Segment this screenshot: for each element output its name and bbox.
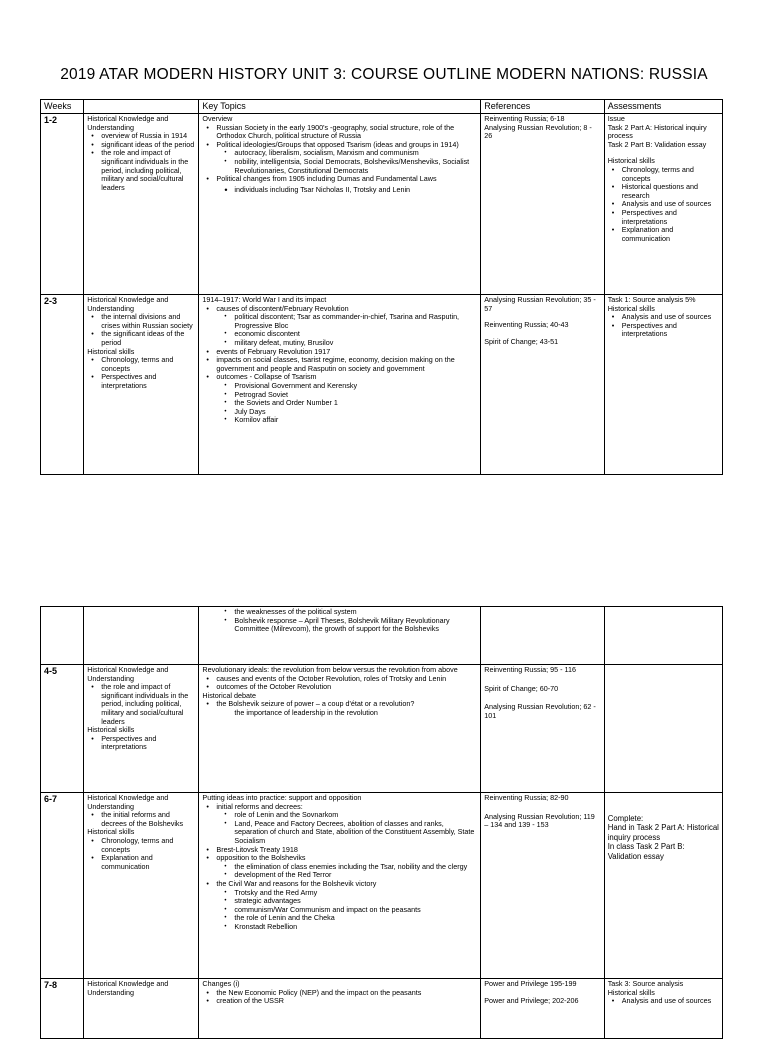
reference-item: Analysing Russian Revolution; 35 - 57 [484,295,596,313]
list-item: • development of the Red Terror [202,871,477,880]
key-topics-cell [199,295,481,475]
reference-item: Analysing Russian Revolution; 119 – 134 and 139 - 153 [484,811,595,830]
list-item: • Chronology, terms and concepts [87,837,195,854]
skills-heading: Historical skills [87,827,135,837]
list-item: • Analysis and use of sources [608,200,719,209]
list-item: • Petrograd Soviet [202,391,477,400]
reference-item: Spirit of Change; 60-70 [484,683,559,693]
list-item: • the Soviets and Order Number 1 [202,399,477,408]
list-item: • causes and events of the October Revolution, roles of Trotsky and Lenin [202,675,477,684]
debate-item: the importance of leadership in the revolution [234,707,378,717]
references-cell [481,665,604,793]
list-item: • Perspectives and interpretations [608,322,719,339]
assessments-cell [604,979,722,1039]
list-item: • outcomes of the October Revolution [202,683,477,692]
references-cell [481,979,604,1039]
key-topics-cell [199,979,481,1039]
references-cell [481,607,604,665]
list-item: • political discontent; Tsar as commander-in-chief, Tsarina and Rasputin, Progressive Bloc [202,313,477,330]
assessment-item: Task 2 Part B: Validation essay [607,139,707,149]
list-item: • Russian Society in the early 1900's -geography, social structure, role of the Orthodox Church, political structure of Russia [202,124,477,141]
skills-heading: Historical skills [607,987,655,997]
key-topics-cell [199,665,481,793]
list-item: • Brest-Litovsk Treaty 1918 [202,846,477,855]
list-item: • significant ideas of the period [87,141,195,150]
header-row [41,100,723,114]
list-item: • Historical questions and research [608,183,719,200]
list-item: • communism/War Communism and impact on the peasants [202,906,477,915]
list-item: • economic discontent [202,330,477,339]
list-item: • nobility, intelligentsia, Social Democrats, Bolsheviks/Mensheviks, Socialist Revolutionaries, Constitutional Democrats [202,158,477,175]
header-assessments: Assessments [604,100,722,114]
list-item: • the significant ideas of the period [87,330,195,347]
list-item: • the internal divisions and crises within Russian society [87,313,195,330]
key-topics-cell [199,793,481,979]
assessments-cell [604,793,722,979]
list-item: • causes of discontent/February Revolution [202,305,477,314]
list-item: • Kronstadt Rebellion [202,923,477,932]
knowledge-heading: Historical Knowledge and Understanding [87,979,169,997]
list-item: • Provisional Government and Kerensky [202,382,477,391]
knowledge-heading: Historical Knowledge and Understanding [87,793,169,811]
list-item: • Kornilov affair [202,416,477,425]
references-cell [481,295,604,475]
list-item: • initial reforms and decrees: [202,803,477,812]
reference-item: Analysing Russian Revolution; 62 - 101 [484,702,596,720]
knowledge-heading: Historical Knowledge and Understanding [87,665,169,683]
list-item: • Perspectives and interpretations [87,373,195,390]
list-item: • strategic advantages [202,897,477,906]
list-item: • Political changes from 1905 including Dumas and Fundamental Laws [202,175,477,184]
list-item: • the weaknesses of the political system [202,608,477,617]
knowledge-heading: Historical Knowledge and Understanding [87,114,169,132]
list-item: • the role of Lenin and the Cheka [202,914,477,923]
knowledge-heading: Historical Knowledge and Understanding [87,295,169,313]
skills-heading: Historical skills [87,725,135,735]
list-item: • Explanation and communication [87,854,195,871]
topic-heading: 1914–1917: World War I and its impact [202,295,327,304]
assessment-item: Task 3: Source analysis [607,979,684,988]
knowledge-cell [84,665,199,793]
list-item: • military defeat, mutiny, Brusilov [202,339,477,348]
topic-heading: Revolutionary ideals: the revolution from below versus the revolution from above [202,665,458,674]
list-item: • opposition to the Bolsheviks [202,854,477,863]
list-item: • the New Economic Policy (NEP) and the impact on the peasants [202,989,477,998]
knowledge-cell [84,793,199,979]
list-item: • the Civil War and reasons for the Bolshevik victory [202,880,477,889]
course-outline-table-page1 [40,99,723,475]
list-item: • Trotsky and the Red Army [202,889,477,898]
assessment-item: Complete: [607,814,644,823]
reference-item: Power and Privilege 195-199 [484,979,577,988]
skills-heading: Historical skills [87,346,135,356]
knowledge-cell [84,295,199,475]
skills-heading: Historical skills [607,303,655,313]
header-blank [84,100,199,114]
list-item: • overview of Russia in 1914 [87,132,195,141]
list-item: • autocracy, liberalism, socialism, Marxism and communism [202,149,477,158]
assessment-item: Task 2 Part A: Historical inquiry process [607,122,707,141]
reference-item: Spirit of Change; 43-51 [484,336,559,346]
reference-item: Power and Privilege; 202-206 [484,995,579,1005]
assessment-item: Task 1: Source analysis 5% [607,295,696,304]
table-row [41,793,723,979]
assessment-item: Hand in Task 2 Part A: Historical inquiry process [607,823,719,842]
weeks-cell: 1-2 [41,114,84,295]
assessment-item: In class Task 2 Part B: Validation essay [607,842,685,861]
references-cell [481,793,604,979]
table-row [41,295,723,475]
key-topics-cell [199,114,481,295]
course-outline-table-page2 [40,606,723,1039]
reference-item: Reinventing Russia; 6-18 [484,114,565,123]
weeks-cell: 4-5 [41,665,84,793]
assessments-cell [604,114,722,295]
weeks-cell: 7-8 [41,979,84,1039]
knowledge-cell [84,114,199,295]
table-row [41,665,723,793]
weeks-cell: 6-7 [41,793,84,979]
list-item: • outcomes - Collapse of Tsarism [202,373,477,382]
topic-heading: Changes (i) [202,979,240,988]
list-item: • Analysis and use of sources [608,313,719,322]
list-item: • the role and impact of significant individuals in the period, including political, military and social/cultural leaders [87,149,195,192]
list-item: • Perspectives and interpretations [608,209,719,226]
assessments-cell [604,607,722,665]
knowledge-cell [84,979,199,1039]
reference-item: Reinventing Russia; 40-43 [484,320,569,330]
list-item: • Land, Peace and Factory Decrees, abolition of classes and ranks, separation of church and State, abolition of the Constituent Assembly, State Socialism [202,820,477,846]
topic-heading: Putting ideas into practice: support and opposition [202,793,362,802]
list-item: • role of Lenin and the Sovnarkom [202,811,477,820]
list-item: • Perspectives and interpretations [87,735,195,752]
references-cell [481,114,604,295]
list-item: • Analysis and use of sources [608,997,719,1006]
list-item: • events of February Revolution 1917 [202,348,477,357]
header-weeks: Weeks [41,100,84,114]
list-item: • Chronology, terms and concepts [608,166,719,183]
reference-item: Analysing Russian Revolution; 8 - 26 [484,122,592,141]
table-row [41,114,723,295]
page-title: 2019 ATAR MODERN HISTORY UNIT 3: COURSE OUTLINE MODERN NATIONS: RUSSIA [60,66,708,83]
assessments-cell [604,295,722,475]
list-item: • Explanation and communication [608,226,719,243]
reference-item: Reinventing Russia; 95 - 116 [484,665,577,674]
list-item: • individuals including Tsar Nicholas II, Trotsky and Lenin [202,186,477,195]
list-item: • the role and impact of significant individuals in the period, including political, military and social/cultural leaders [87,683,195,726]
list-item: • Bolshevik response – April Theses, Bolshevik Military Revolutionary Committee (Milrevcom), the growth of support for the Bolsheviks [202,617,477,634]
list-item: • Political ideologies/Groups that opposed Tsarism (ideas and groups in 1914) [202,141,477,150]
list-item: • the Bolshevik seizure of power – a coup d'état or a revolution? [202,700,477,709]
list-item: • Chronology, terms and concepts [87,356,195,373]
header-references: References [481,100,604,114]
assessment-item: Issue [607,114,625,123]
list-item: • impacts on social classes, tsarist regime, economy, decision making on the government and people and Rasputin on society and government [202,356,477,373]
weeks-cell [41,607,84,665]
key-topics-cell [199,607,481,665]
list-item: • July Days [202,408,477,417]
table-row [41,979,723,1039]
assessments-cell [604,665,722,793]
list-item: • the initial reforms and decrees of the Bolsheviks [87,811,195,828]
header-key-topics: Key Topics [199,100,481,114]
topic-heading: Overview [202,114,233,123]
list-item: • the elimination of class enemies including the Tsar, nobility and the clergy [202,863,477,872]
list-item: • creation of the USSR [202,997,477,1006]
knowledge-cell [84,607,199,665]
table-row [41,607,723,665]
debate-heading: Historical debate [202,690,256,700]
skills-heading: Historical skills [607,156,655,166]
reference-item: Reinventing Russia; 82-90 [484,793,569,802]
weeks-cell: 2-3 [41,295,84,475]
